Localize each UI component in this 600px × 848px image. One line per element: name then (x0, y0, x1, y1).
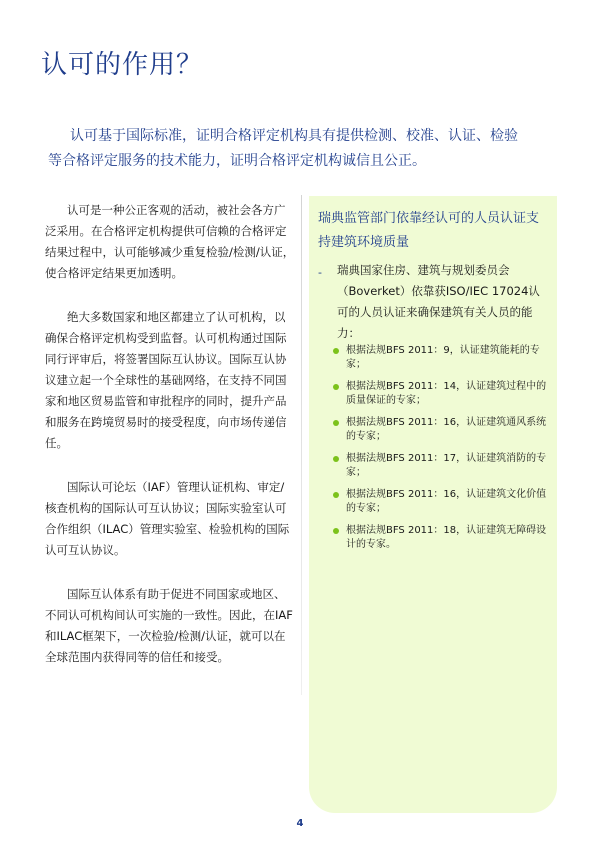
intro-line: 等合格评定服务的技术能力，证明合格评定机构诚信且公正。 (48, 153, 426, 169)
case-study-title: 瑞典监管部门依靠经认可的人员认证支持建筑环境质量 (318, 211, 540, 250)
bullet-icon (333, 348, 339, 354)
case-study-box (309, 196, 557, 813)
body-paragraph: 国际认可论坛（IAF）管理认证机构、审定/核查机构的国际认可互认协议；国际实验室认可合作组织（ILAC）管理实验室、检验机构的国际认可互认协议。 (45, 480, 290, 557)
dash-marker: - (318, 266, 322, 279)
list-item-text: 根据法规BFS 2011：18，认证建筑无障碍设计的专家。 (346, 525, 547, 550)
page-number: 4 (296, 818, 304, 829)
bullet-icon (333, 528, 339, 534)
list-item-text: 根据法规BFS 2011：16，认证建筑通风系统的专家； (346, 417, 547, 442)
body-paragraph: 绝大多数国家和地区都建立了认可机构，以确保合格评定机构受到监督。认可机构通过国际同行评审后，将签署国际互认协议。国际互认协议建立起一个全球性的基础网络，在支持不同国家和地区贸易监管和审批程序的同时，提升产品和服务在跨境贸易时的接受程度，向市场传递信任。 (45, 310, 287, 450)
page-title: 认可的作用？ (41, 50, 204, 80)
list-item-text: 根据法规BFS 2011：14，认证建筑过程中的质量保证的专家； (346, 381, 547, 406)
expert-list (333, 344, 547, 560)
intro-line: 认可基于国际标准，证明合格评定机构具有提供检测、校准、认证、检验 (70, 128, 518, 144)
body-paragraph: 认可是一种公正客观的活动，被社会各方广泛采用。在合格评定机构提供可信赖的合格评定结果过程中，认可能够减少重复检验/检测/认证，使合格评定结果更加透明。 (45, 203, 295, 280)
column-divider (301, 195, 302, 695)
left-column (45, 200, 295, 691)
bullet-icon (333, 456, 339, 462)
list-item-text: 根据法规BFS 2011：9，认证建筑能耗的专家； (346, 345, 540, 370)
list-item (333, 416, 547, 444)
bullet-icon (333, 492, 339, 498)
list-item (333, 380, 547, 408)
list-item-text: 根据法规BFS 2011：17，认证建筑消防的专家； (346, 453, 547, 478)
case-study-paragraph: 瑞典国家住房、建筑与规划委员会（Boverket）依靠获ISO/IEC 17024认可的人员认证来确保建筑有关人员的能力： (337, 263, 540, 340)
list-item-text: 根据法规BFS 2011：16，认证建筑文化价值的专家； (346, 489, 547, 514)
list-item (333, 452, 547, 480)
intro-statement (48, 124, 548, 174)
bullet-icon (333, 420, 339, 426)
list-item (333, 524, 547, 552)
body-paragraph: 国际互认体系有助于促进不同国家或地区、不同认可机构间认可实施的一致性。因此，在IAF和ILAC框架下，一次检验/检测/认证，就可以在全球范围内获得同等的信任和接受。 (45, 587, 293, 664)
list-item (333, 344, 547, 372)
bullet-icon (333, 384, 339, 390)
list-item (333, 488, 547, 516)
